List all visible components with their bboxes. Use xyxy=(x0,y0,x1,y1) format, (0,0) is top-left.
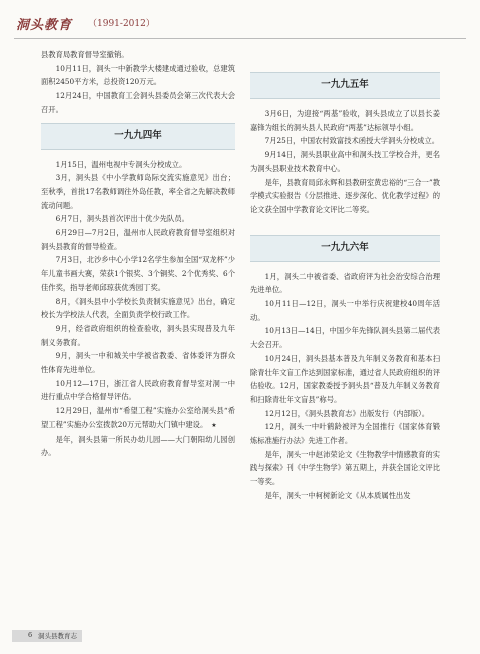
left-column xyxy=(41,48,235,460)
paragraph: 10月11日，洞头一中新教学大楼建成通过验收，总建筑面积2450平方米，总投资120万元。 xyxy=(41,63,235,87)
right-column xyxy=(250,48,440,503)
paragraph-text: 12月29日，温州市“希望工程”实施办公室给洞头县“希望工程”实施办公室拨款20万元帮助大门镇中建设。 xyxy=(41,406,235,429)
page-header xyxy=(14,8,466,42)
year-heading-1995 xyxy=(250,72,440,99)
paragraph: 7月25日，中国农村致富技术函授大学洞头分校成立。 xyxy=(264,136,440,146)
header-divider xyxy=(14,38,466,39)
paragraph: 9月，洞头一中和城关中学被省教委、省体委评为群众性体育先进单位。 xyxy=(41,351,235,375)
book-logo: 洞头教育 xyxy=(16,18,73,33)
paragraph: 9月14日，洞头县职业高中和洞头技工学校合并，更名为洞头县职业技术教育中心。 xyxy=(250,150,440,173)
paragraph: 3月，洞头县《中小学教师岛际交流实施意见》出台；至秋季，首批17名教师调往外岛任教，率全省之先解决教师流动问题。 xyxy=(41,173,235,210)
paragraph: 6月7日，洞头县首次评出十优少先队员。 xyxy=(55,214,189,224)
year-title: 一九九四年 xyxy=(114,129,162,141)
paragraph: 12月，洞头一中叶鹤龄被评为全国推行《国家体育锻炼标准施行办法》先进工作者。 xyxy=(250,422,440,446)
paragraph: 10月11日—12日，洞头一中举行庆祝建校40周年活动。 xyxy=(250,299,440,322)
paragraph xyxy=(41,404,235,432)
paragraph: 县教育局教育督导室撤销。 xyxy=(41,50,129,59)
paragraph: 是年，洞头一中柯树新论文《从本质属性出发 xyxy=(264,490,411,500)
year-title: 一九九六年 xyxy=(321,241,369,253)
paragraph: 6月29日—7月2日，温州市人民政府教育督导室组织对洞头县教育的督导检查。 xyxy=(41,228,235,251)
year-heading-1994 xyxy=(41,123,235,150)
paragraph: 10月13日—14日，中国少年先锋队洞头县第二届代表大会召开。 xyxy=(250,326,440,350)
footer-label: 洞头县教育志 xyxy=(38,632,77,640)
paragraph: 1月，洞头二中被省委、省政府评为社会治安综合治理先进单位。 xyxy=(250,271,440,295)
paragraph: 是年，洞头一中赵沛荣论文《生物教学中情感教育的实践与探索》刊《中学生物学》第五期上，并获全国论文评比一等奖。 xyxy=(250,449,440,487)
paragraph: 是年，县教育局邱永辉和县教研室黄忠裕的“三合一”教学模式实验报告《分层推进、逐步深化、优化教学过程》的论文获全国中学教育论文评比二等奖。 xyxy=(250,177,440,214)
year-title: 一九九五年 xyxy=(321,79,369,90)
year-heading-1996 xyxy=(250,235,440,262)
header-years: （1991-2012） xyxy=(88,19,155,29)
page-number: 6 xyxy=(28,631,33,639)
paragraph: 10月12—17日，浙江省人民政府教育督导室对洞一中进行重点中学合格督导评估。 xyxy=(41,378,235,402)
star-icon: ★ xyxy=(211,421,217,429)
paragraph: 10月24日，洞头县基本普及九年制义务教育和基本扫除青壮年文盲工作达到国家标准，通过省人民政府组织的评估验收。12月，国家教委授予洞头县“普及九年制义务教育和扫除青壮年文盲县”称号。 xyxy=(250,353,440,404)
paragraph: 是年，洞头县第一所民办幼儿园——大门朝阳幼儿园创办。 xyxy=(41,434,235,458)
paragraph: 12月24日，中国教育工会洞头县委员会第三次代表大会召开。 xyxy=(41,91,235,114)
page-footer xyxy=(12,630,112,644)
paragraph: 8月，《洞头县中小学校长负责制实施意见》出台，确定校长为学校法人代表，全面负责学校行政工作。 xyxy=(41,296,235,320)
paragraph: 3月6日，为迎接“两基”验收，洞头县成立了以县长姜嘉锋为组长的洞头县人民政府“两基”达标领导小组。 xyxy=(250,109,440,132)
paragraph: 7月3日，北沙乡中心小学12名学生参加全国“双龙杯”少年儿童书画大赛，荣获1个银奖、3个铜奖、2个优秀奖、6个佳作奖，指导老师邱琼获优秀园丁奖。 xyxy=(41,255,235,292)
paragraph: 12月12日，《洞头县教育志》出版发行（内部版）。 xyxy=(264,408,430,418)
paragraph: 1月15日，温州电视中专洞头分校成立。 xyxy=(55,159,187,169)
paragraph: 9月，经省政府组织的检查验收，洞头县实现普及九年制义务教育。 xyxy=(41,323,235,347)
